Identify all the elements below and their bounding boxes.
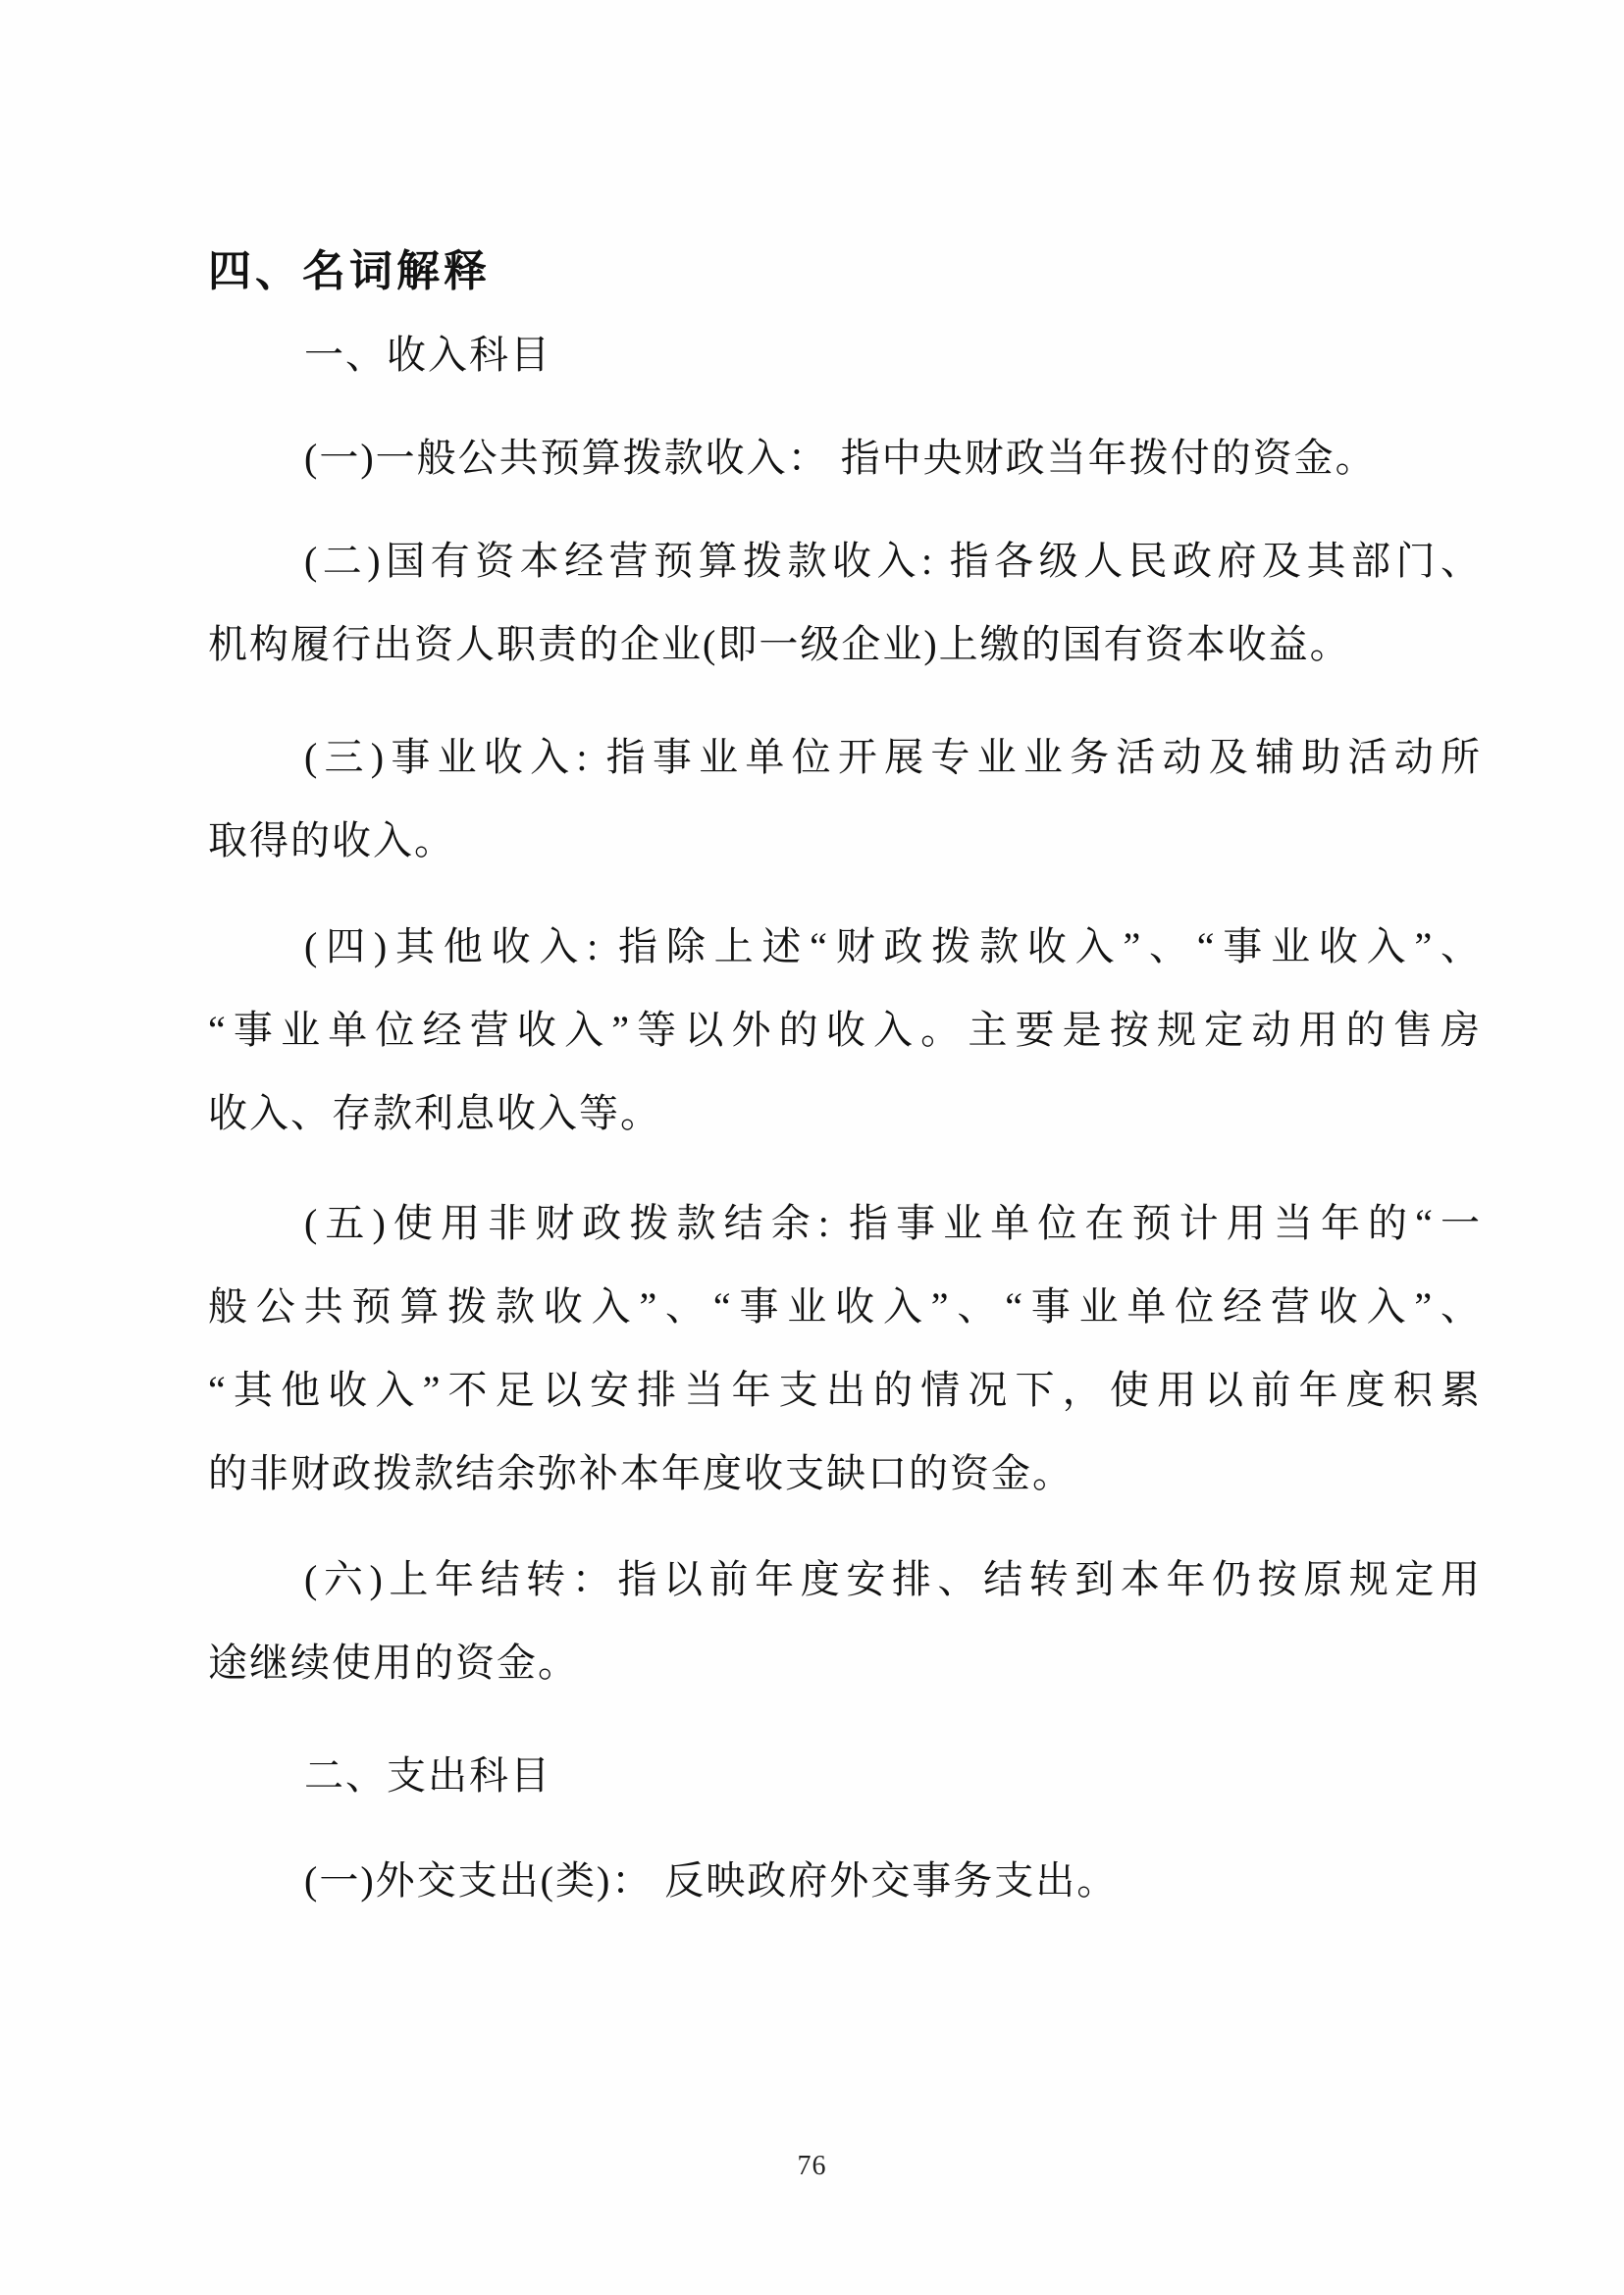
paragraph-income-1: [208, 416, 1482, 499]
page-number: 76: [797, 2151, 827, 2181]
paragraph-line: 般公共预算拨款收入”、“事业收入”、“事业单位经营收入”、: [208, 1284, 1482, 1329]
paragraph-income-5: [208, 1181, 1482, 1515]
paragraph-line: 机构履行出资人职责的企业(即一级企业)上缴的国有资本收益。: [208, 622, 1351, 666]
paragraph-line: (四)其他收入: 指除上述“财政拨款收入”、“事业收入”、: [304, 924, 1482, 968]
paragraph-line: (五)使用非财政拨款结余: 指事业单位在预计用当年的“一: [304, 1201, 1482, 1245]
paragraph-line: (二)国有资本经营预算拨款收入: 指各级人民政府及其部门、: [304, 539, 1482, 583]
paragraph-line: (一)外交支出(类)： 反映政府外交事务支出。: [304, 1858, 1119, 1903]
paragraph-income-3: [208, 715, 1482, 882]
paragraph-line: “事业单位经营收入”等以外的收入。主要是按规定动用的售房: [208, 1008, 1482, 1052]
document-body: [208, 230, 1482, 1922]
subheading-income-block: [208, 313, 1482, 396]
paragraph-income-2: [208, 519, 1482, 686]
subheading-expenditure-block: [208, 1734, 1482, 1817]
paragraph-income-6: [208, 1538, 1482, 1704]
section-heading: 四、名词解释: [208, 247, 491, 295]
paragraph-line: (三)事业收入: 指事业单位开展专业业务活动及辅助活动所: [304, 735, 1482, 779]
subheading-expenditure: 二、支出科目: [304, 1753, 551, 1798]
paragraph-line: (六)上年结转：指以前年度安排、结转到本年仍按原规定用: [304, 1557, 1482, 1601]
paragraph-line: 取得的收入。: [208, 818, 455, 862]
paragraph-line: 途继续使用的资金。: [208, 1641, 579, 1685]
paragraph-line: “其他收入”不足以安排当年支出的情况下，使用以前年度积累: [208, 1368, 1482, 1412]
subheading-income: 一、收入科目: [304, 333, 551, 377]
paragraph-line: 收入、存款利息收入等。: [208, 1091, 661, 1135]
paragraph-income-4: [208, 905, 1482, 1155]
paragraph-line: (一)一般公共预算拨款收入： 指中央财政当年拨付的资金。: [304, 436, 1377, 480]
paragraph-line: 的非财政拨款结余弥补本年度收支缺口的资金。: [208, 1451, 1074, 1495]
paragraph-expenditure-1: [208, 1839, 1482, 1922]
